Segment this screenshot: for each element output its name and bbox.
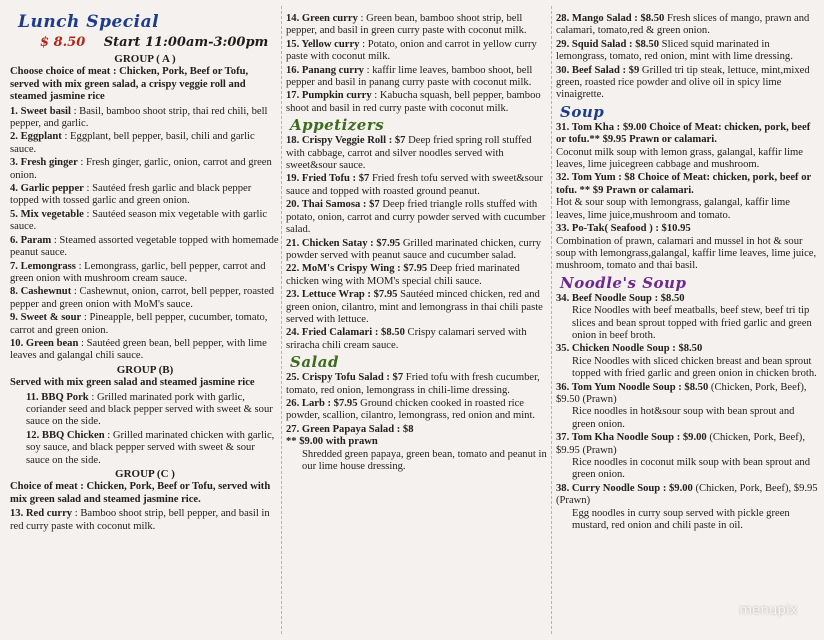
menu-item xyxy=(286,90,550,115)
menu-item-name: 28. Mango Salad : $8.50 xyxy=(556,13,665,24)
menu-item-desc: : Sautéed season mix vegetable with garlic sauce. xyxy=(10,208,268,233)
menu-item-head xyxy=(556,432,818,457)
group-b-title: GROUP (B) xyxy=(116,363,174,376)
menu-item xyxy=(286,327,550,352)
menu-item-desc: Deep fried spring roll stuffed with cabbage, carrot and silver noodles served with sweet&sour sauce. xyxy=(286,135,532,172)
menu-item-name: 3. Fresh ginger xyxy=(10,157,78,169)
menu-item xyxy=(286,263,550,288)
menu-item xyxy=(10,338,280,363)
menu-item-name: 14. Green curry xyxy=(286,13,358,24)
menu-item-desc: : Pineapple, bell pepper, cucumber, tomato, carrot and green onion. xyxy=(10,312,268,336)
group-c-desc: Choice of meat : Chicken, Pork, Beef or Tofu, served with mix green salad and steamed jasmine rice. xyxy=(10,481,271,505)
column-divider-right xyxy=(551,6,552,634)
menu-item xyxy=(556,432,818,482)
menu-item-name: 17. Pumpkin curry xyxy=(286,90,372,102)
menu-item-name: 9. Sweet & sour xyxy=(10,312,82,324)
menu-item-desc: : Sautéed fresh garlic and black pepper topped with tossed garlic and green onion. xyxy=(10,183,252,207)
menu-item-name: 12. BBQ Chicken xyxy=(26,429,105,441)
menu-item-name: 24. Fried Calamari : $8.50 xyxy=(286,327,405,339)
menu-item-desc: : Green bean, bamboo shoot strip, bell pepper, and basil in green curry paste with coconut milk. xyxy=(286,13,527,37)
menu-item-name: 30. Beef Salad : $9 xyxy=(556,64,640,76)
menu-item-name: 32. Tom Yum : $8 Choice of Meat: chicken, pork, beef or tofu. ** $9 Prawn or calamari. xyxy=(556,172,812,196)
menu-item-desc: : Eggplant, bell pepper, basil, chili and garlic sauce. xyxy=(10,131,255,155)
salad-list-2 xyxy=(556,13,818,102)
menu-item xyxy=(286,398,550,423)
menu-item-name: 2. Eggplant xyxy=(10,131,62,143)
menu-item-name: 6. Param xyxy=(10,234,52,246)
lunch-time: Start 11:00am-3:00pm xyxy=(103,35,269,50)
menu-item xyxy=(10,261,280,286)
menu-item-extra: (Chicken, Pork, Beef), $9.50 (Prawn) xyxy=(556,381,807,405)
noodle-list xyxy=(556,293,818,533)
menu-item-name: 25. Crispy Tofu Salad : $7 xyxy=(286,372,404,384)
papaya-prawn-price: ** $9.00 with prawn xyxy=(286,436,378,448)
menu-item-papaya xyxy=(286,424,550,474)
menu-item-name: 16. Panang curry xyxy=(286,64,364,76)
menu-item-desc: Rice Noodles with sliced chicken breast and bean sprout topped with fried garlic and green onion in chicken broth. xyxy=(572,355,817,380)
menu-item-desc: Rice noodles in coconut milk soup with bean sprout and green onion. xyxy=(572,457,811,481)
menu-item-desc: Grilled marinated chicken, curry powder served with peanut sauce and cucumber salad. xyxy=(286,237,542,261)
group-b-desc: Served with mix green salad and steamed jasmine rice xyxy=(10,377,255,389)
menu-item xyxy=(556,39,818,64)
menu-item-desc: Shredded green papaya, green bean, tomato and peanut in our lime house dressing. xyxy=(302,448,547,472)
menu-item xyxy=(556,172,818,222)
menu-item-name: 31. Tom Kha : $9.00 Choice of Meat: chicken, pork, beef or tofu.** $9.95 Prawn or calamari. xyxy=(556,121,811,146)
salad-list xyxy=(286,372,550,423)
menu-item xyxy=(286,238,550,263)
group-a-desc: Choose choice of meat : Chicken, Pork, Beef or Tofu, served with mix green salad, a crispy veggie roll and steamed jasmine rice xyxy=(10,66,249,103)
menu-item xyxy=(556,382,818,432)
group-a-list xyxy=(10,106,280,363)
noodle-soup-heading: Noodle's Soup xyxy=(560,273,687,292)
menu-item xyxy=(286,135,550,172)
menu-item-name: 29. Squid Salad : $8.50 xyxy=(556,38,660,50)
appetizer-list xyxy=(286,135,550,352)
menu-item-extra: (Chicken, Pork, Beef), $9.95 (Prawn) xyxy=(556,432,805,456)
menu-item xyxy=(556,343,818,380)
menu-item-desc: : Grilled marinated pork with garlic, coriander seed and black pepper served with sweet & sour sauce on the side. xyxy=(26,391,273,428)
group-c-title: GROUP (C ) xyxy=(115,468,175,480)
appetizers-heading: Appetizers xyxy=(290,116,385,135)
menu-column-2 xyxy=(286,0,550,640)
group-c-list-1 xyxy=(10,508,280,533)
menu-item-extra: (Chicken, Pork, Beef), $9.95 (Prawn) xyxy=(556,482,818,507)
menu-item-desc: Fresh slices of mango, prawn and calamari, tomato,red & green onion. xyxy=(556,13,810,37)
menu-item-head xyxy=(556,483,818,508)
menu-item-name: 36. Tom Yum Noodle Soup : $8.50 xyxy=(556,381,709,393)
menu-item xyxy=(10,312,280,337)
soup-list xyxy=(556,122,818,273)
menu-item-name: 1. Sweet basil xyxy=(10,105,71,117)
menu-column-1 xyxy=(10,0,280,640)
menu-item-desc: Deep fried marinated chicken wing with MOM's special chili sauce. xyxy=(286,263,520,287)
menu-item-name: 10. Green bean xyxy=(10,337,79,349)
lunch-price: $ 8.50 xyxy=(40,35,86,50)
lunch-special-title: Lunch Special xyxy=(18,12,160,32)
column-divider-left xyxy=(281,6,282,634)
menu-item-desc: Grilled tri tip steak, lettuce, mint,mixed green, roasted rice powder and olive oil in spicy lime vinaigrette. xyxy=(556,64,810,101)
menu-item-desc: Fried fresh tofu served with sweet&sour sauce and topped with roasted ground peanut. xyxy=(286,173,543,197)
menu-item-name: 26. Larb : $7.95 xyxy=(286,397,358,409)
menu-item-desc: : kaffir lime leaves, bamboo shoot, bell pepper and basil in panang curry paste with coconut milk. xyxy=(286,64,533,89)
menu-item-name: 35. Chicken Noodle Soup : $8.50 xyxy=(556,343,703,355)
menu-item xyxy=(10,131,280,156)
menu-item-desc: : Steamed assorted vegetable topped with homemade peanut sauce. xyxy=(10,234,279,259)
menu-item-desc: Deep fried triangle rolls stuffed with potato, onion, carrot and curry powder served with cucumber salad. xyxy=(286,199,546,236)
menu-item xyxy=(556,483,818,533)
salad-heading: Salad xyxy=(290,353,339,372)
menu-item-desc: : Fresh ginger, garlic, onion, carrot and green onion. xyxy=(10,157,272,181)
menu-item-name: 21. Chicken Satay : $7.95 xyxy=(286,237,401,249)
menu-item xyxy=(10,183,280,208)
menu-item xyxy=(286,39,550,64)
menu-item xyxy=(10,286,280,311)
menu-item-desc: Sliced squid marinated in lemongrass, tomato, red onion, mint with lime dressing. xyxy=(556,38,793,63)
menu-item-desc: : Basil, bamboo shoot strip, thai red chili, bell pepper, and garlic. xyxy=(10,105,268,130)
menu-item-head xyxy=(556,382,818,407)
menu-item-desc: : Kabucha squash, bell pepper, bamboo shoot and basil in red curry paste with coconut milk. xyxy=(286,90,541,114)
menu-item-name: 22. MoM's Crispy Wing : $7.95 xyxy=(286,263,428,275)
menu-item-name: 7. Lemongrass xyxy=(10,260,76,272)
menu-item-desc: Combination of prawn, calamari and mussel in hot & sour soup with lemongrass,galangal, kaffir lime leaves, lime juice, mushroom, tomato and thai basil. xyxy=(556,235,817,272)
menu-item-name: 33. Po-Tak( Seafood ) : $10.95 xyxy=(556,223,691,235)
menu-item-name: 15. Yellow curry xyxy=(286,38,360,50)
menu-item-name: 38. Curry Noodle Soup : $9.00 xyxy=(556,482,693,494)
menu-item-desc: : Lemongrass, garlic, bell pepper, carrot and green onion with mushroom cream sauce. xyxy=(10,260,266,284)
menu-item-desc: Coconut milk soup with lemon grass, galangal, kaffir lime leaves, lime juicegreen cabbage and mushroom. xyxy=(556,146,803,171)
menu-item-name: 13. Red curry xyxy=(10,508,73,520)
menu-item xyxy=(556,122,818,172)
menu-item-desc: : Potato, onion and carrot in yellow curry paste with coconut milk. xyxy=(286,38,537,63)
soup-heading: Soup xyxy=(560,102,605,121)
menu-item-name: 23. Lettuce Wrap : $7.95 xyxy=(286,289,398,301)
lunch-price-time xyxy=(40,35,280,50)
group-c-list-2 xyxy=(286,13,550,115)
menu-item-head xyxy=(556,293,818,305)
menu-item-name: 5. Mix vegetable xyxy=(10,208,84,220)
menu-item xyxy=(556,293,818,343)
menu-item-name: 11. BBQ Pork xyxy=(26,391,89,403)
menu-item-desc: Crispy calamari served with sriracha chili cream sauce. xyxy=(286,327,527,351)
menu-item-desc: Sautéed minced chicken, red and green onion, cilantro, mint and lemongrass in thai chili paste served with lettuce. xyxy=(286,289,543,325)
menu-item-name: 20. Thai Samosa : $7 xyxy=(286,199,380,211)
menu-column-3 xyxy=(556,0,818,640)
menu-item xyxy=(286,13,550,38)
menu-item-desc: Egg noodles in curry soup served with pickle green mustard, red onion and chili paste in oil. xyxy=(572,507,790,532)
menu-item-name: 27. Green Papaya Salad : $8 xyxy=(286,423,414,435)
menu-item xyxy=(26,430,280,467)
menupix-watermark: menupix xyxy=(739,603,798,618)
menu-item-desc: : Grilled marinated chicken with garlic, soy sauce, and black pepper served with sweet & sour sauce on the side. xyxy=(26,429,275,466)
menu-item-name: 34. Beef Noodle Soup : $8.50 xyxy=(556,292,685,304)
menu-item-desc: Ground chicken cooked in roasted rice powder, scallion, cilantro, lemongrass, red onion and mint. xyxy=(286,397,536,422)
menu-item xyxy=(286,65,550,90)
menu-item xyxy=(10,235,280,260)
menu-item-name: 18. Crispy Veggie Roll : $7 xyxy=(286,135,406,147)
menu-item xyxy=(26,392,280,429)
menu-item-name: 19. Fried Tofu : $7 xyxy=(286,173,370,185)
menu-item xyxy=(286,289,550,326)
menu-item-desc: : Cashewnut, onion, carrot, bell pepper, roasted pepper and green onion with MoM's sauce. xyxy=(10,286,275,310)
menu-item xyxy=(10,157,280,182)
menu-item xyxy=(556,65,818,102)
menu-item-name: 8. Cashewnut xyxy=(10,286,72,298)
group-b-list xyxy=(10,392,280,467)
menu-item xyxy=(10,508,280,533)
menu-item xyxy=(286,173,550,198)
menu-item-desc: : Sautéed green bean, bell pepper, with lime leaves and galangal chili sauce. xyxy=(10,337,267,362)
menu-item xyxy=(556,223,818,273)
menu-item-desc: Hot & sour soup with lemongrass, galangal, kaffir lime leaves, lime juice,mushroom and tomato. xyxy=(556,197,791,221)
menu-item-desc: Rice Noodles with beef meatballs, beef stew, beef tri tip slices and bean sprout topped with fried garlic and green onion in beef broth. xyxy=(572,305,812,341)
menu-item xyxy=(10,106,280,131)
group-a-title: GROUP ( A ) xyxy=(114,53,176,65)
menu-item-name: 37. Tom Kha Noodle Soup : $9.00 xyxy=(556,432,707,444)
menu-item xyxy=(286,199,550,236)
menu-item-desc: Rice noodles in hot&sour soup with bean sprout and green onion. xyxy=(572,406,795,430)
menu-item xyxy=(286,372,550,397)
menu-item-name: 4. Garlic pepper xyxy=(10,183,84,195)
menu-item-head xyxy=(556,343,818,355)
menu-item xyxy=(10,209,280,234)
menu-item-desc: : Bamboo shoot strip, bell pepper, and basil in red curry paste with coconut milk. xyxy=(10,508,270,532)
menu-item-desc: Fried tofu with fresh cucumber, tomato, red onion, lemongrass in chili-lime dressing. xyxy=(286,372,540,396)
menu-item xyxy=(556,13,818,38)
